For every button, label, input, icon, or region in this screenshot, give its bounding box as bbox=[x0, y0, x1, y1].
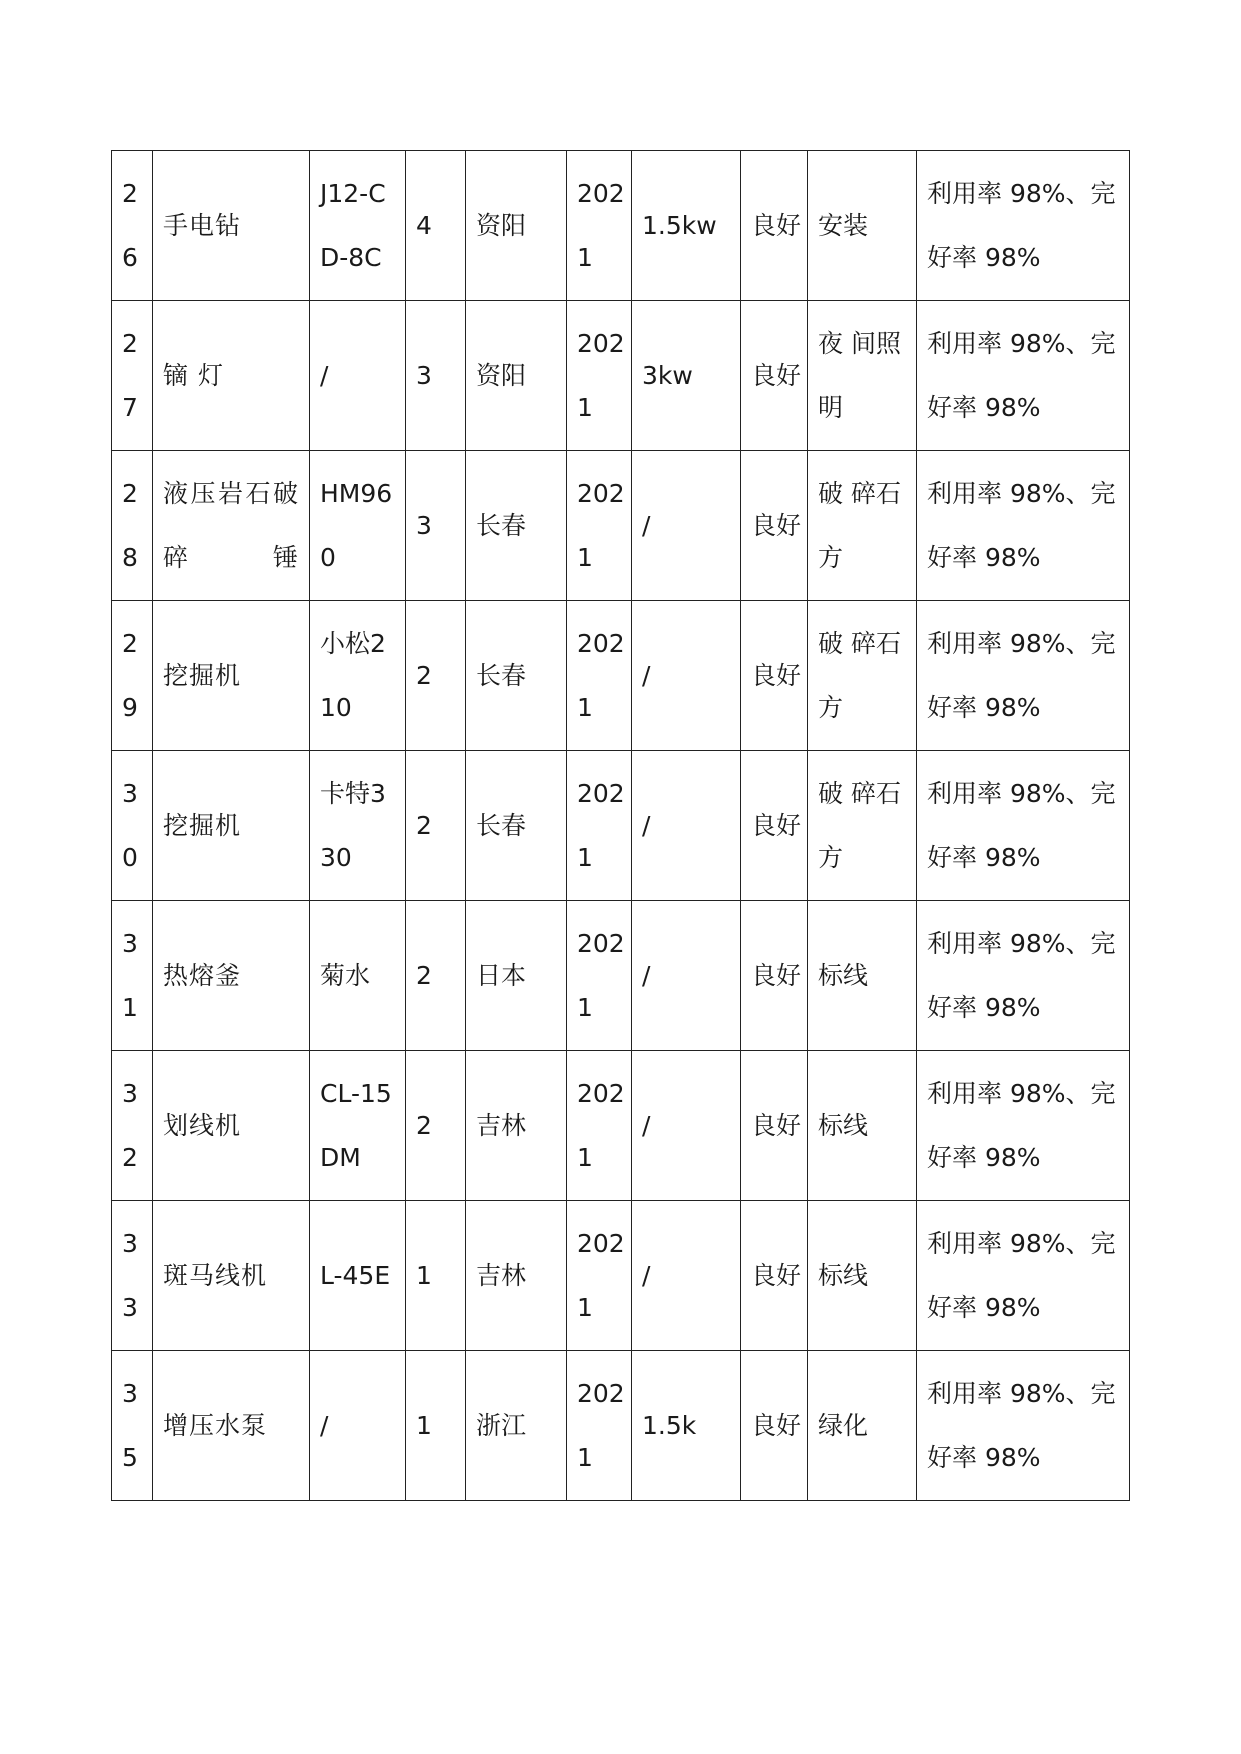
cell-qty: 2 bbox=[406, 601, 466, 751]
cell-origin: 长春 bbox=[466, 601, 567, 751]
cell-use: 标线 bbox=[808, 901, 917, 1051]
cell-year: 2021 bbox=[567, 901, 632, 1051]
cell-power: / bbox=[632, 901, 741, 1051]
table-row bbox=[112, 751, 1130, 901]
cell-name: 挖掘机 bbox=[153, 601, 310, 751]
table-row bbox=[112, 1351, 1130, 1501]
cell-no: 30 bbox=[112, 751, 153, 901]
cell-year: 2021 bbox=[567, 1051, 632, 1201]
cell-model: 小松210 bbox=[310, 601, 406, 751]
cell-qty: 2 bbox=[406, 751, 466, 901]
cell-use: 标线 bbox=[808, 1051, 917, 1201]
cell-rate: 利用率 98%、完好率 98% bbox=[917, 1051, 1130, 1201]
cell-rate: 利用率 98%、完好率 98% bbox=[917, 901, 1130, 1051]
cell-power: / bbox=[632, 1051, 741, 1201]
cell-rate: 利用率 98%、完好率 98% bbox=[917, 601, 1130, 751]
cell-condition: 良好 bbox=[741, 1051, 808, 1201]
cell-power: / bbox=[632, 1201, 741, 1351]
table-row bbox=[112, 301, 1130, 451]
cell-origin: 资阳 bbox=[466, 301, 567, 451]
cell-model: / bbox=[310, 301, 406, 451]
cell-no: 28 bbox=[112, 451, 153, 601]
equipment-table bbox=[111, 150, 1130, 1501]
cell-rate: 利用率 98%、完好率 98% bbox=[917, 451, 1130, 601]
cell-qty: 1 bbox=[406, 1351, 466, 1501]
cell-rate: 利用率 98%、完好率 98% bbox=[917, 151, 1130, 301]
cell-model: / bbox=[310, 1351, 406, 1501]
cell-origin: 长春 bbox=[466, 751, 567, 901]
cell-use: 破 碎石方 bbox=[808, 751, 917, 901]
cell-use: 安装 bbox=[808, 151, 917, 301]
cell-name: 斑马线机 bbox=[153, 1201, 310, 1351]
cell-rate: 利用率 98%、完好率 98% bbox=[917, 301, 1130, 451]
cell-year: 2021 bbox=[567, 301, 632, 451]
cell-name: 热熔釜 bbox=[153, 901, 310, 1051]
table-row bbox=[112, 151, 1130, 301]
cell-name: 划线机 bbox=[153, 1051, 310, 1201]
cell-origin: 资阳 bbox=[466, 151, 567, 301]
cell-no: 26 bbox=[112, 151, 153, 301]
cell-condition: 良好 bbox=[741, 601, 808, 751]
cell-no: 29 bbox=[112, 601, 153, 751]
cell-power: 1.5k bbox=[632, 1351, 741, 1501]
cell-condition: 良好 bbox=[741, 1201, 808, 1351]
cell-condition: 良好 bbox=[741, 1351, 808, 1501]
cell-qty: 1 bbox=[406, 1201, 466, 1351]
cell-year: 2021 bbox=[567, 1201, 632, 1351]
cell-rate: 利用率 98%、完好率 98% bbox=[917, 751, 1130, 901]
table-row bbox=[112, 451, 1130, 601]
cell-qty: 3 bbox=[406, 301, 466, 451]
cell-power: / bbox=[632, 601, 741, 751]
cell-power: / bbox=[632, 451, 741, 601]
cell-use: 绿化 bbox=[808, 1351, 917, 1501]
cell-origin: 浙江 bbox=[466, 1351, 567, 1501]
cell-year: 2021 bbox=[567, 601, 632, 751]
cell-rate: 利用率 98%、完好率 98% bbox=[917, 1201, 1130, 1351]
cell-no: 27 bbox=[112, 301, 153, 451]
cell-name: 手电钻 bbox=[153, 151, 310, 301]
table-row bbox=[112, 601, 1130, 751]
cell-origin: 日本 bbox=[466, 901, 567, 1051]
cell-use: 破 碎石方 bbox=[808, 601, 917, 751]
cell-origin: 吉林 bbox=[466, 1051, 567, 1201]
cell-no: 35 bbox=[112, 1351, 153, 1501]
cell-year: 2021 bbox=[567, 1351, 632, 1501]
cell-model: L-45E bbox=[310, 1201, 406, 1351]
cell-use: 夜 间照明 bbox=[808, 301, 917, 451]
cell-origin: 长春 bbox=[466, 451, 567, 601]
cell-name: 镝 灯 bbox=[153, 301, 310, 451]
cell-model: 菊水 bbox=[310, 901, 406, 1051]
cell-name: 增压水泵 bbox=[153, 1351, 310, 1501]
cell-name: 挖掘机 bbox=[153, 751, 310, 901]
cell-year: 2021 bbox=[567, 751, 632, 901]
cell-condition: 良好 bbox=[741, 301, 808, 451]
cell-rate: 利用率 98%、完好率 98% bbox=[917, 1351, 1130, 1501]
cell-condition: 良好 bbox=[741, 751, 808, 901]
cell-model: CL-15DM bbox=[310, 1051, 406, 1201]
cell-qty: 2 bbox=[406, 901, 466, 1051]
cell-model: HM960 bbox=[310, 451, 406, 601]
cell-year: 2021 bbox=[567, 151, 632, 301]
table-row bbox=[112, 1051, 1130, 1201]
table-row bbox=[112, 1201, 1130, 1351]
cell-qty: 3 bbox=[406, 451, 466, 601]
cell-power: 1.5kw bbox=[632, 151, 741, 301]
cell-origin: 吉林 bbox=[466, 1201, 567, 1351]
cell-no: 32 bbox=[112, 1051, 153, 1201]
cell-model: J12-CD-8C bbox=[310, 151, 406, 301]
cell-year: 2021 bbox=[567, 451, 632, 601]
cell-model: 卡特330 bbox=[310, 751, 406, 901]
cell-use: 破 碎石方 bbox=[808, 451, 917, 601]
cell-power: 3kw bbox=[632, 301, 741, 451]
cell-no: 33 bbox=[112, 1201, 153, 1351]
cell-use: 标线 bbox=[808, 1201, 917, 1351]
cell-condition: 良好 bbox=[741, 901, 808, 1051]
table-row bbox=[112, 901, 1130, 1051]
cell-power: / bbox=[632, 751, 741, 901]
cell-name: 液压岩石破碎锤 bbox=[153, 451, 310, 601]
cell-no: 31 bbox=[112, 901, 153, 1051]
cell-qty: 2 bbox=[406, 1051, 466, 1201]
cell-qty: 4 bbox=[406, 151, 466, 301]
cell-condition: 良好 bbox=[741, 451, 808, 601]
cell-condition: 良好 bbox=[741, 151, 808, 301]
